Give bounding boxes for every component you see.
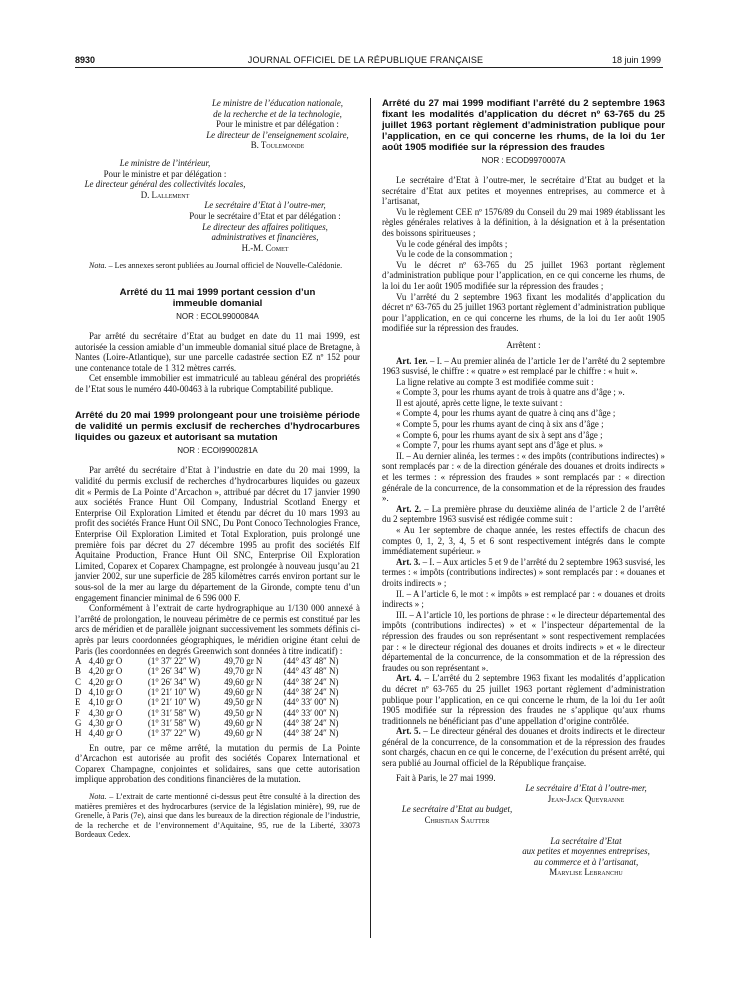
paragraph: Vu le code général des impôts ; (396, 238, 508, 249)
signature-block-education (195, 98, 360, 151)
coord-cell: A (75, 656, 82, 667)
article-label: Art. 1er. (396, 355, 428, 366)
coord-row (75, 708, 360, 718)
right-column (382, 98, 665, 878)
coord-row (75, 656, 360, 666)
sig-line: administratives et financières, (211, 232, 319, 243)
left-column (75, 98, 360, 840)
header-rule (75, 67, 663, 68)
coord-cell: 49,60 gr N (224, 676, 263, 687)
paragraph: Cet ensemble immobilier est immatriculé au tableau général des propriétés de l’Etat sous le numéro 440-00463 à la rubrique Comptabilité publique. (75, 373, 360, 394)
article-label: Art. 2. (396, 503, 422, 514)
sig-line: La secrétaire d’Etat (550, 835, 622, 846)
coord-row (75, 697, 360, 707)
journal-title: JOURNAL OFFICIEL DE LA RÉPUBLIQUE FRANÇAISE (247, 55, 484, 65)
signature-budget (382, 804, 532, 825)
sig-line: Le directeur des affaires politiques, (202, 221, 328, 232)
arretent: Arrêtent : (506, 339, 541, 350)
coord-cell: 4,20 gr O (88, 666, 123, 677)
coord-cell: E (75, 697, 81, 708)
nota-text: – Les annexes seront publiées au Journal officiel de Nouvelle-Calédonie. (106, 261, 343, 271)
article-label: Art. 3. (396, 556, 421, 567)
coord-cell: 4,40 gr O (88, 656, 123, 667)
sig-line: Pour le secrétaire d’Etat et par délégation : (189, 210, 341, 221)
article-4 (382, 673, 665, 726)
coord-cell: (1° 26′ 34″ W) (147, 666, 201, 677)
paragraph: Le secrétaire d’Etat à l’outre-mer, le secrétaire d’Etat au budget et la secrétaire d’Etat aux petites et moyennes entreprises, au commerce et à l’artisanat, (382, 175, 665, 207)
coord-cell: 49,50 gr N (224, 707, 263, 718)
coord-cell: (44° 38′ 24″ N) (283, 687, 339, 698)
sig-line: Le directeur général des collectivités locales, (84, 179, 246, 190)
article-title: Arrêté du 11 mai 1999 portant cession d’un immeuble domanial (119, 286, 316, 309)
coord-cell: (44° 33′ 00″ N) (283, 707, 339, 718)
coord-cell: 49,50 gr N (224, 697, 263, 708)
fait-a-paris: Fait à Paris, le 27 mai 1999. (396, 772, 496, 783)
signature-outremer (507, 783, 665, 804)
paragraph: III. – A l’article 10, les portions de phrase : « le directeur départemental des impôts (contributions indirectes) » et « l’inspecteur départemental de la répression des fraudes ou son représentant » sont respectivement remplacées par : « le directeur régional des douanes et droits indirects » et « le directeur départemental de la concurrence, de la consommation et de la répression des fraudes ou son représentant ». (382, 609, 665, 673)
signature-pme (507, 836, 665, 878)
sig-line: Le secrétaire d’Etat à l’outre-mer, (204, 200, 326, 211)
coord-cell: H (75, 728, 82, 739)
coord-cell: (44° 43′ 48″ N) (283, 656, 339, 667)
sig-name: Marylise Lebranchu (549, 867, 623, 878)
page-number: 8930 (75, 55, 96, 65)
issue-date: 18 juin 1999 (611, 55, 661, 65)
article-label: Art. 5. (396, 726, 421, 737)
coord-cell: (1° 21′ 10″ W) (147, 697, 201, 708)
sig-line: Pour le ministre et par délégation : (216, 119, 339, 130)
coord-cell: D (75, 687, 82, 698)
coord-cell: 49,60 gr N (224, 728, 263, 739)
list-item: « Compte 6, pour les rhums ayant de six à sept ans d’âge ; (396, 429, 603, 440)
sig-line: de la recherche et de la technologie, (213, 108, 342, 119)
sig-line: Le secrétaire d’Etat au budget, (401, 804, 513, 815)
coord-cell: 49,60 gr N (224, 687, 263, 698)
sig-line: Le ministre de l’éducation nationale, (211, 98, 344, 108)
coord-cell: (1° 37′ 22″ W) (147, 656, 201, 667)
nor-code: NOR : ECOI9900281A (177, 446, 258, 456)
paragraph: Vu le décret nº 63-765 du 25 juillet 1963 portant règlement d’administration publique pour l’application, en ce qui concerne les rhums, de la loi du 1er août 1905 modifiée sur la répression des fraudes ; (382, 259, 665, 291)
paragraph: « Au 1er septembre de chaque année, les restes effectifs de chacun des comptes 0, 1, 2, 3, 4, 5 et 6 sont respectivement intégrés dans le compte immédiatement supérieur. » (382, 525, 665, 557)
article-text: – Le directeur général des douanes et droits indirects et le directeur général de la concurrence, de la consommation et de la répression des fraudes sont chargés, chacun en ce qui le concerne, de l’exécution du présent arrêté, qui sera publié au Journal officiel de la République française. (382, 726, 665, 769)
paragraph: Par arrêté du secrétaire d’Etat à l’industrie en date du 20 mai 1999, la validité du permis exclusif de recherches d’hydrocarbures liquides ou gazeux dit « Permis de La Pointe d’Arcachon », attribué par décret du 17 janvier 1990 aux sociétés France Hunt Oil Company, Industrial Scotland Energy et Enterprise Oil Exploration Limited et étendu par décret du 10 mars 1993 au profit des sociétés France Hunt Oil SNC, Du Pont Conoco Technologies France, Enterprise Oil Exploration Limited et Total Exploration, puis prolongé une première fois par décret du 27 décembre 1995 au profit des sociétés Elf Aquitaine Production, France Hunt Oil SNC, Enterprise Oil Exploration Limited, Coparex et Coparex Champagne, est prolongée à nouveau jusqu’au 21 janvier 2002, sur une superficie de 285 kilomètres carrés environ portant sur le sous-sol de la mer au large du département de la Gironde, compte tenu d’un engagement financier minimal de 6 596 000 F. (75, 465, 360, 603)
paragraph: « Compte 3, pour les rhums ayant de trois à quatre ans d’âge ; ». (396, 387, 625, 398)
sig-name: H.-M. Comet (241, 242, 289, 253)
paragraph: Il est ajouté, après cette ligne, le texte suivant : (396, 397, 563, 408)
coord-cell: C (75, 676, 81, 687)
article-text: – I. – Au premier alinéa de l’article 1er de l’arrêté du 2 septembre 1963 susvisé, le chiffre : « quatre » est remplacé par le chiffre : « huit ». (382, 355, 665, 377)
paragraph: II. – A l’article 6, le mot : « impôts » est remplacé par : « douanes et droits indirects » ; (382, 588, 665, 610)
paragraph: Conformément à l’extrait de carte hydrographique au 1/130 000 annexé à l’arrêté de prolongation, le nouveau périmètre de ce permis est constitué par les arcs de méridien et de parallèle joignant successivement les sommets définis ci-après par leurs coordonnées géographiques, le méridien origine étant celui de Paris (les coordonnées en degrés Greenwich sont données à titre indicatif) : (75, 603, 360, 656)
nota-carte (75, 792, 360, 840)
paragraph: Vu le code de la consommation ; (396, 249, 513, 260)
paragraph: La ligne relative au compte 3 est modifiée comme suit : (396, 376, 594, 387)
coord-cell: (1° 21′ 10″ W) (147, 687, 201, 698)
coord-row (75, 677, 360, 687)
coord-cell: (44° 43′ 48″ N) (283, 666, 339, 677)
nota-label: Nota. (89, 791, 107, 801)
coord-cell: 49,70 gr N (224, 666, 263, 677)
sig-name: Christian Sautter (424, 815, 490, 826)
list-item: « Compte 5, pour les rhums ayant de cinq à six ans d’âge ; (396, 419, 604, 430)
article-text: – L’arrêté du 2 septembre 1963 fixant les modalités d’application du décret nº 63-765 du 25 juillet 1963 portant règlement d’administration publique pour l’application, en ce qui concerne le rhum, de la loi du 1er août 1905 modifiée sur la répression des fraudes ne s’applique qu’aux rhums traditionnels ne bénéficiant pas d’une appellation d’origine contrôlée. (382, 673, 665, 726)
signature-block-outremer (170, 200, 360, 253)
paragraph: II. – Au dernier alinéa, les termes : « des impôts (contributions indirectes) » sont remplacés par : « de la direction générale des douanes et droits indirects » et les termes : « répression des fraudes » sont remplacés par : « direction générale de la concurrence, de la consommation et de la répression des fraudes ». (382, 450, 665, 504)
nor-code: NOR : ECOL9900084A (176, 311, 259, 321)
coord-cell: 49,70 gr N (224, 656, 263, 667)
sig-line: Le ministre de l’intérieur, (119, 157, 211, 168)
paragraph: En outre, par ce même arrêté, la mutation du permis de La Pointe d’Arcachon est autorisée au profit des sociétés Coparex International et Coparex Champagne, conjointes et solidaires, sans que cette autorisation implique approbation des conditions financières de la mutation. (75, 742, 360, 785)
coord-cell: B (75, 666, 81, 677)
sig-line: Pour le ministre et par délégation : (103, 168, 227, 179)
coord-cell: (44° 33′ 00″ N) (283, 697, 339, 708)
coord-row (75, 687, 360, 697)
article-1 (382, 356, 665, 377)
sig-name: B. Toulemonde (250, 140, 305, 151)
list-item: « Compte 4, pour les rhums ayant de quatre à cinq ans d’âge ; (396, 408, 616, 419)
article-label: Art. 4. (396, 673, 422, 684)
list-item: « Compte 7, pour les rhums ayant sept ans d’âge et plus. » (396, 440, 604, 451)
coord-cell: (1° 31′ 58″ W) (147, 717, 201, 728)
sig-name: D. Lallement (140, 189, 190, 200)
coord-cell: (1° 26′ 34″ W) (147, 676, 201, 687)
coord-cell: (1° 31′ 58″ W) (147, 707, 201, 718)
nota-text: – L’extrait de carte mentionné ci-dessus peut être consulté à la direction des matières premières et des hydrocarbures (service de la législation minière), 99, rue de Grenelle, à Paris (7e), ainsi que dans les bureaux de la direction régionale de l’industrie, de la recherche et de l’environnement d’Aquitaine, 95, rue de la Liberté, 33073 Bordeaux Cedex. (75, 791, 360, 840)
page-header (0, 0, 731, 64)
coord-cell: 49,60 gr N (224, 717, 263, 728)
coord-cell: 4,30 gr O (88, 717, 123, 728)
coord-cell: G (75, 717, 82, 728)
nota-annexes (75, 261, 360, 271)
coord-cell: 4,20 gr O (88, 676, 123, 687)
nor-code: NOR : ECOD9970007A (481, 156, 566, 165)
paragraph: Vu l’arrêté du 2 septembre 1963 fixant les modalités d’application du décret nº 63-765 du 25 juillet 1963 portant règlement d’administration publique pour l’application, en ce qui concerne les rhums, de la loi du 1er août 1905 modifiée sur la répression des fraudes. (382, 291, 665, 334)
article-text: – La première phrase du deuxième alinéa de l’article 2 de l’arrêté du 2 septembre 1963 susvisé est rédigée comme suit : (382, 503, 666, 525)
article-text: – I. – Aux articles 5 et 9 de l’arrêté du 2 septembre 1963 susvisé, les termes : « impôts (contributions indirectes) » sont remplacés par : « douanes et droits indirects » ; (382, 556, 665, 588)
article-3 (382, 557, 665, 589)
coord-row (75, 718, 360, 728)
sig-name: Jean-Jack Queyranne (547, 793, 625, 804)
column-divider (370, 98, 371, 938)
coord-cell: 4,30 gr O (88, 707, 123, 718)
coord-cell: 4,10 gr O (88, 687, 123, 698)
article-title: Arrêté du 20 mai 1999 prolongeant pour une troisième période de validité un permis exclusif de recherches d’hydrocarbures liquides ou gazeux et autorisant sa mutation (75, 410, 360, 444)
coord-cell: F (75, 707, 80, 718)
sig-line: au commerce et à l’artisanat, (533, 856, 639, 867)
coordinates-table (75, 656, 360, 738)
coord-cell: (1° 37′ 22″ W) (147, 728, 201, 739)
sig-line: Le directeur de l’enseignement scolaire, (206, 129, 349, 140)
coord-cell: (44° 38′ 24″ N) (283, 728, 339, 739)
coord-row (75, 728, 360, 738)
coord-cell: (44° 38′ 24″ N) (283, 676, 339, 687)
nota-label: Nota. (89, 261, 107, 271)
article-title: Arrêté du 27 mai 1999 modifiant l’arrêté du 2 septembre 1963 fixant les modalités d’application du décret nº 63-765 du 25 juillet 1963 portant règlement d’administration publique pour l’application, en ce qui concerne les rhums, de la loi du 1er août 1905 modifiée sur la répression des fraudes (382, 98, 665, 153)
paragraph: Vu le règlement CEE nº 1576/89 du Conseil du 29 mai 1989 établissant les règles générales relatives à la définition, à la désignation et à la présentation des boissons spiritueuses ; (382, 206, 665, 238)
paragraph: Par arrêté du secrétaire d’Etat au budget en date du 11 mai 1999, est autorisée la cession amiable d’un immeuble domanial situé place de Bretagne, à Nantes (Loire-Atlantique), sur une parcelle cadastrée section EZ nº 152 pour une contenance totale de 1 312 mètres carrés. (75, 330, 360, 373)
sig-line: aux petites et moyennes entreprises, (522, 846, 650, 857)
article-5 (382, 726, 665, 768)
coord-cell: (44° 38′ 24″ N) (283, 717, 339, 728)
sig-line: Le secrétaire d’Etat à l’outre-mer, (525, 783, 647, 794)
coord-row (75, 666, 360, 676)
signature-block-interieur (75, 158, 255, 200)
coord-cell: 4,40 gr O (88, 728, 123, 739)
coord-cell: 4,10 gr O (88, 697, 123, 708)
article-2 (382, 504, 665, 525)
